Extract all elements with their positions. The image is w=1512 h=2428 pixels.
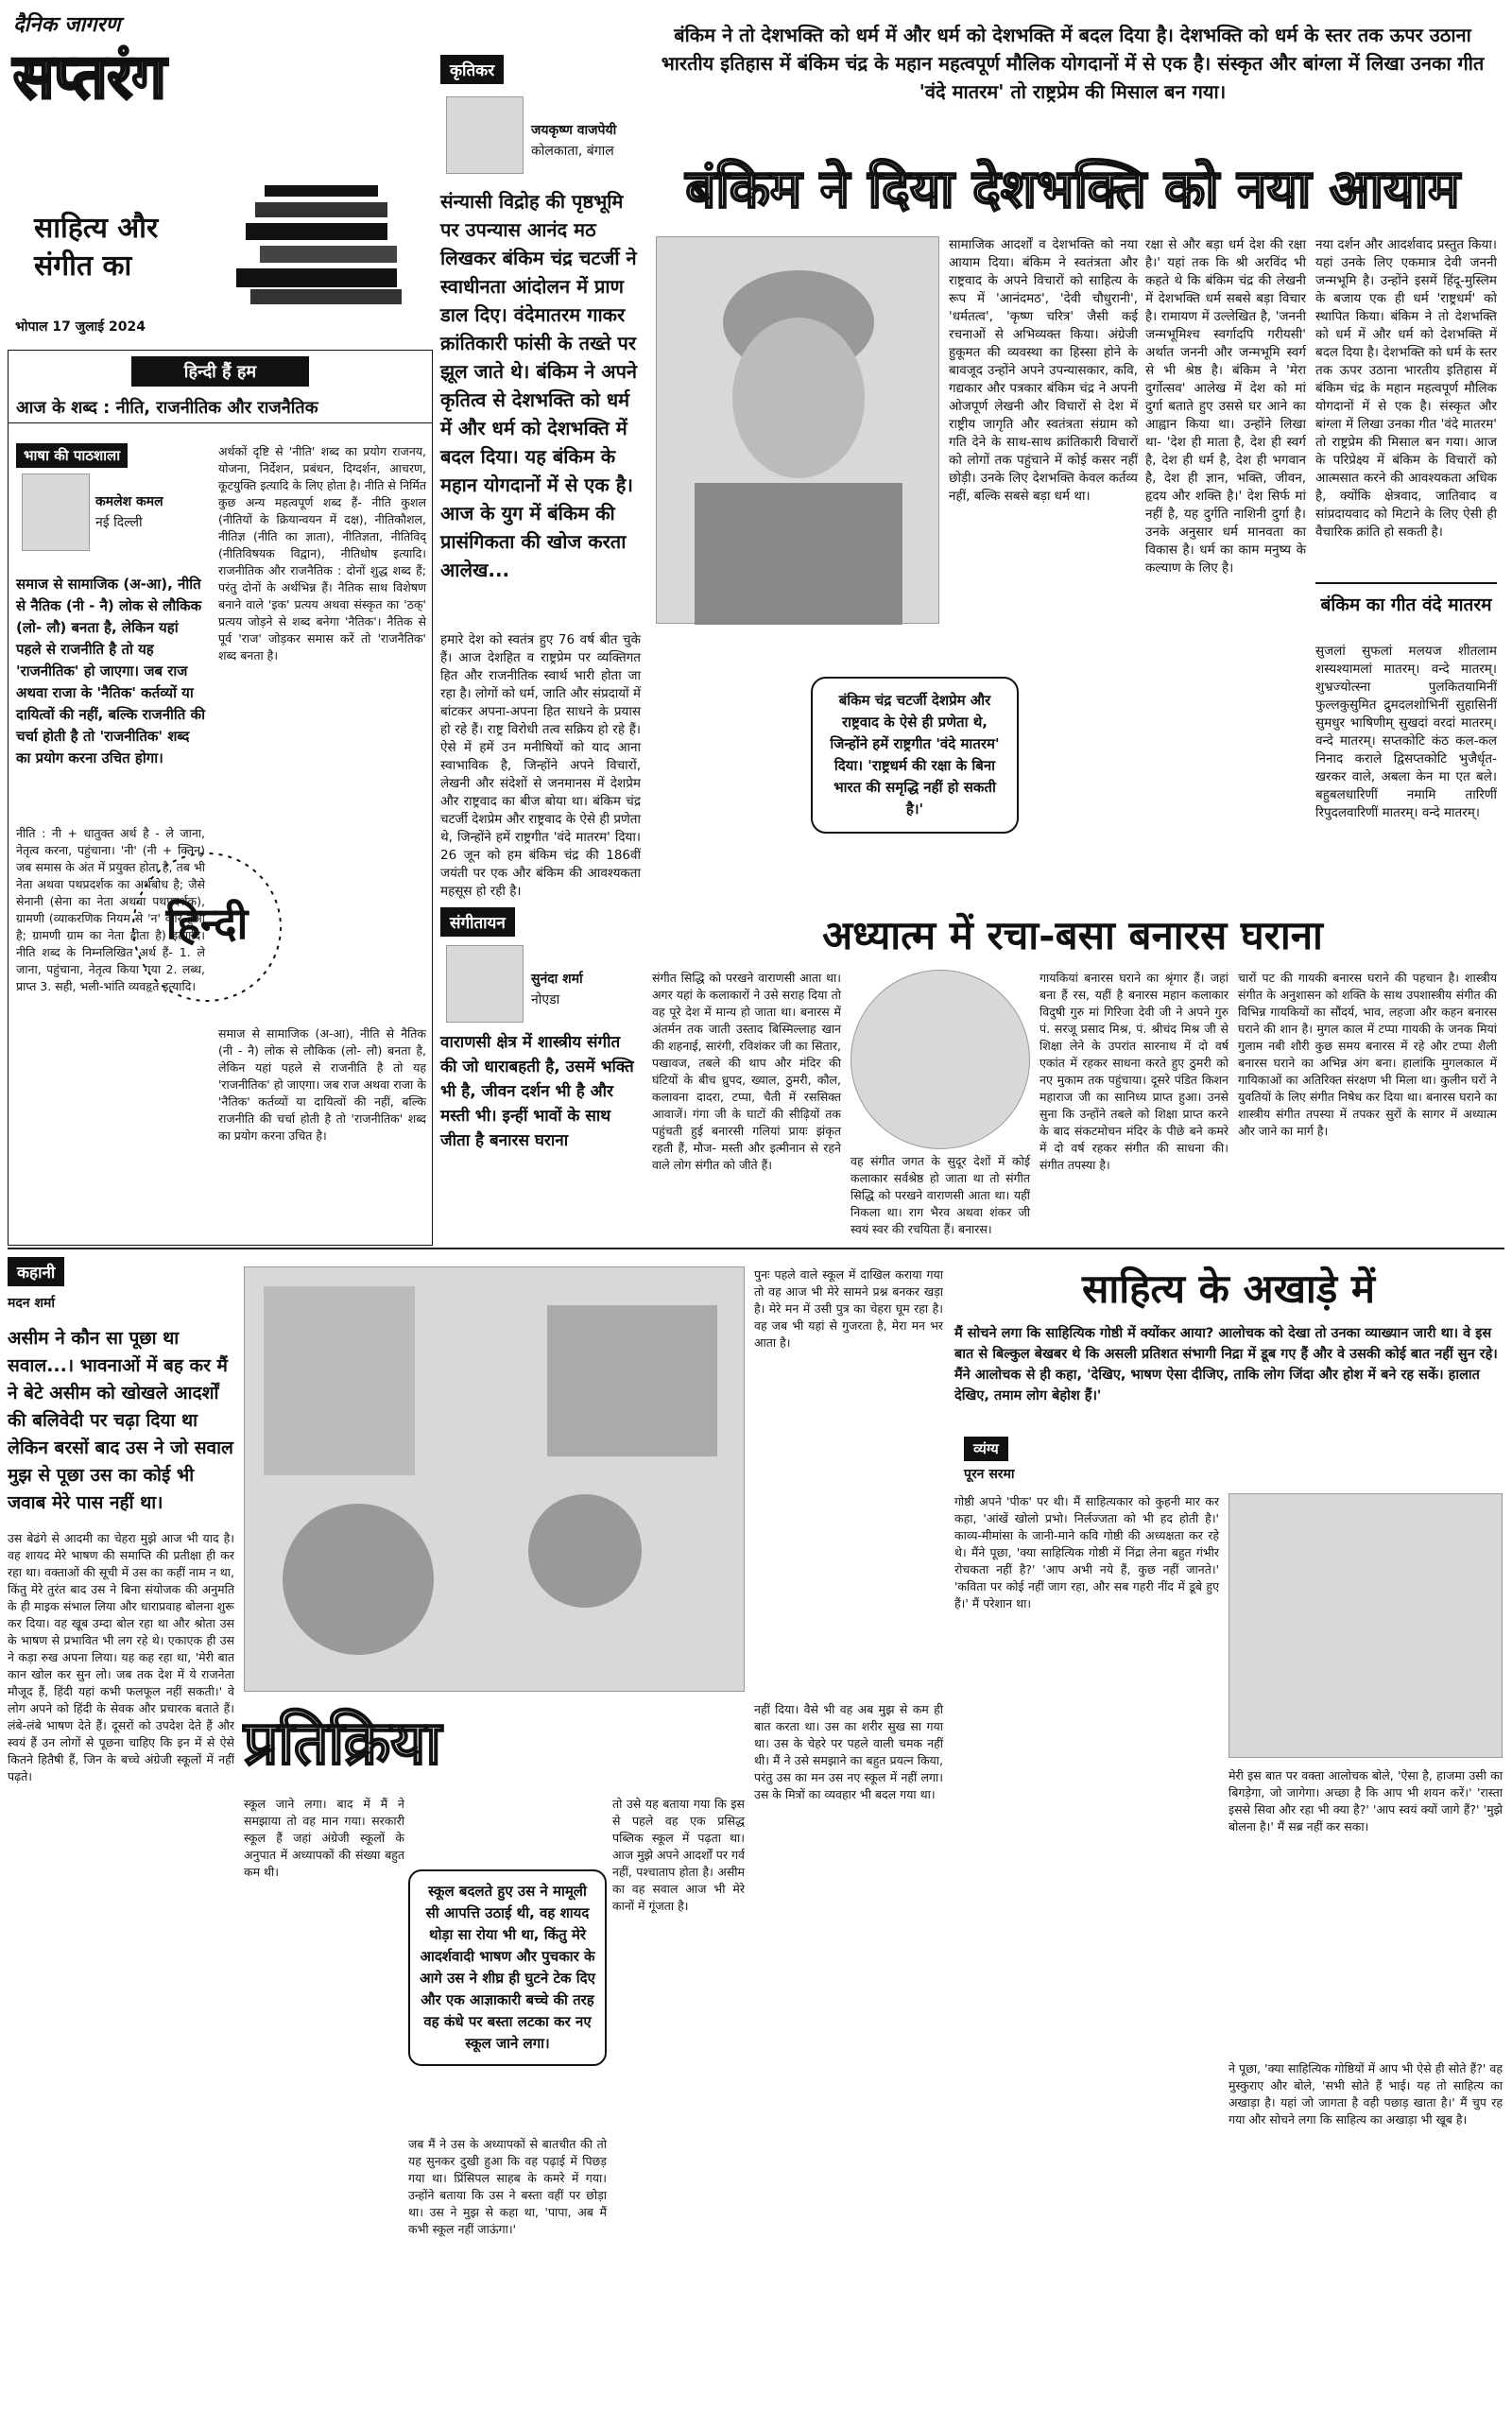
hindi-body3: समाज से सामाजिक (अ-आ), नीति से नैतिक (नी - नै) लोक से लौकिक (लो- लौ) बनता है, लेकिन यहां पहले से राजनीति है तो यह 'राजनीतिक' हो जाएगा। जब राज अथवा राजा के 'नैतिक' कर्तव्यों या दायित्वों की नहीं, बल्कि राजनीति की चर्चा होती है तो 'राजनीतिक' शब्द का प्रयोग करना उचित है। <box>218 1026 426 1143</box>
kahani-box <box>8 1257 234 2419</box>
hindi-word-art <box>122 842 292 1012</box>
song-title: बंकिम का गीत वंदे मातरम <box>1315 582 1497 616</box>
bankim-headline: बंकिम ने दिया देशभक्ति को नया आयाम <box>685 158 1460 220</box>
kahani-author: मदन शर्मा <box>8 1296 55 1311</box>
hindi-subhead: आज के शब्द : नीति, राजनीतिक और राजनैतिक <box>9 392 432 423</box>
hindi-body1: नीति : नी + धातुक्त अर्थ है - ले जाना, नेतृत्व करना, पहुंचाना। 'नी' (नी + क्तिन्) जब समास के अंत में प्रयुक्त होता है, तब भी नेता अथवा पथप्रदर्शक का अर्थबोध है; जैसे सेनानी (सेना का नेता अथवा पथप्रदर्शक), ग्रामणी (व्याकरणिक नियम से 'न' कार हुआ है; ग्रामणी ग्राम का नेता होता है) इत्यादि। नीति शब्द के निम्नलिखित अर्थ हैं- 1. ले जाना, पहुंचाना, नेतृत्व किया गया 2. लब्ध, प्राप्त 3. सही, भली-भांति व्यवहृत इत्यादि। <box>16 826 205 993</box>
hindi-lead: समाज से सामाजिक (अ-आ), नीति से नैतिक (नी - नै) लोक से लौकिक (लो- लौ) बनता है, लेकिन यहां पहले से राजनीति है तो यह 'राजनीतिक' हो जाएगा। जब राज अथवा राजा के 'नैतिक' कर्तव्यों या दायित्वों की नहीं, बल्कि राजनीति की चर्चा होती है तो 'राजनीतिक' शब्द का प्रयोग करना उचित होगा। <box>16 576 205 766</box>
song-lyrics: सुजलां सुफलां मलयज शीतलाम शस्यश्यामलां मातरम्। वन्दे मातरम्। शुभ्रज्योत्स्ना पुलकितयामिनीं फुल्लकुसुमित द्रुमदलशोभिनीं सुहासिनीं सुमधुर भाषिणीम् सुखदां वरदां मातरम्। वन्दे मातरम्। सप्तकोटि कंठ कल-कल निनाद कराले द्विसप्तकोटि भुजैर्धृत-खरकर वाले, अबला केन मा एत बले। बहुबलधारिणीं नमामि तारिणीं रिपुदलवारिणीं मातरम्। वन्दे मातरम्। <box>1315 644 1497 820</box>
bankim-col2: सामाजिक आदर्शों व देशभक्ति को नया आयाम दिया। बंकिम ने स्वतंत्रता और राष्ट्रवाद के अपने विचारों को साहित्य के रूप में 'आनंदमठ', 'देवी चौधुरानी', 'धर्मतत्व', 'कृष्ण चरित्र' जैसी कई रचनाओं से अभिव्यक्त किया। अंग्रेजी हुकूमत की व्यवस्था का हिस्सा होने के बावजूद उन्होंने अपने उपन्यासकार, कवि, गद्यकार और पत्रकार बंकिम चंद्र ने अपनी ओजपूर्ण लेखनी और विचारों से देश में राष्ट्रीय जागृति और स्वतंत्रता संग्राम को गति देने के साथ-साथ क्रांतिकारी विचारों को लोगों तक पहुंचाने में कोई कसर नहीं छोड़ी। उनके लिए देशभक्ति केवल कर्तव्य नहीं, बल्कि सबसे बड़ा धर्म था। <box>949 237 1138 504</box>
sahitya-col2: मेरी इस बात पर वक्ता आलोचक बोले, 'ऐसा है, हाजमा उसी का बिगड़ेगा, जो जागेगा। अच्छा है कि आप भी शयन करें।' 'रास्ता इससे सिवा और रहा भी क्या है?' 'आप स्वयं क्यों जागे हैं?' 'मुझे बोलना है।' मैं सब्र नहीं कर सका। <box>1228 1768 1503 1834</box>
sangeet-label: संगीतायन <box>440 907 515 937</box>
hindi-author-name: कमलेश कमल <box>95 494 163 509</box>
sahitya-illustration <box>1228 1493 1503 1758</box>
kahani-col4: स्कूल जाने लगा। बाद में मैं ने समझाया तो वह मान गया। सरकारी स्कूल हैं जहां अंग्रेजी स्कूलों के अनुपात में अध्यापकों की संख्या बहुत कम थी। <box>244 1797 404 1879</box>
hindi-author-photo <box>22 474 90 551</box>
kritikar-box <box>440 55 641 898</box>
sahitya-headline: साहित्य के अखाड़े में <box>1081 1266 1376 1312</box>
paper-name: दैनिक जागरण <box>13 13 121 37</box>
kahani-quote: स्कूल बदलते हुए उस ने मामूली सी आपत्ति उठाई थी, वह शायद थोड़ा सा रोया भी था, किंतु मेरे आदर्शवादी भाषण और पुचकार के आगे उस ने शीघ्र ही घुटने टेक दिए और एक आज्ञाकारी बच्चे की तरह वह कंधे पर बस्ता लटका कर नए स्कूल जाने लगा। <box>408 1869 607 2066</box>
dateline: भोपाल 17 जुलाई 2024 <box>15 319 146 335</box>
sangeet-box <box>440 907 641 1219</box>
kahani-label: कहानी <box>8 1257 64 1286</box>
kahani-col1: उस बेढंगे से आदमी का चेहरा मुझे आज भी याद है। वह शायद मेरे भाषण की समाप्ति की प्रतीक्षा ही कर रहा था। वक्ताओं की सूची में उस का कहीं नाम न था, किंतु मेरे तुरंत बाद उस ने बिना संयोजक की अनुमति के ही माइक संभाल लिया और धाराप्रवाह बोलना शुरू कर दिया। वह खूब उम्दा बोल रहा था और श्रोता उस के भाषण से प्रभावित भी लग रहे थे। एकाएक ही उस ने कड़ा रुख अपना लिया। यह कह रहा था, 'मेरी बात कान खोल कर सुन लो। जब तक देश में ये राजनेता मौजूद हैं, हिंदी यहां कभी फलफूल नहीं सकती।' वे लोग अपने को हिंदी के सेवक और प्रचारक बताते हैं। लंबे-लंबे भाषण देते हैं। दूसरों को उपदेश देते हैं और स्वयं हैं उन लोगों से पूछना चाहिए कि इन में से ऐसे कितने हितैषी हैं, जिन के बच्चे अंग्रेजी स्कूलों में नहीं पढ़ते। <box>8 1531 234 1783</box>
bankim-quote: बंकिम चंद्र चटर्जी देशप्रेम और राष्ट्रवाद के ऐसे ही प्रणेता थे, जिन्होंने हमें राष्ट्रगीत 'वंदे मातरम' दिया। 'राष्ट्रधर्म की रक्षा के बिना भारत की समृद्धि नहीं हो सकती है।' <box>811 677 1019 834</box>
kahani-illustration <box>244 1266 745 1692</box>
bankim-col1: हमारे देश को स्वतंत्र हुए 76 वर्ष बीत चुके हैं। आज देशहित व राष्ट्रप्रेम पर व्यक्तिगत हित और राजनीतिक स्वार्थ भारी होता जा रहा है। लोगों को धर्म, जाति और संप्रदायों में बांटकर अपना-अपना हित साधने के प्रयास हो रहे हैं। राष्ट्र विरोधी तत्व सक्रिय हो रहे हैं। ऐसे में हमें उन मनीषियों को याद आना स्वाभाविक है, जिन्होंने अपने विचारों, लेखनी और संदेशों से जनमानस में देशप्रेम और राष्ट्रवाद का बीज बोया था। बंकिम चंद्र चटर्जी देशप्रेम और राष्ट्रवाद के ऐसे ही प्रणेता थे, जिन्होंने हमें राष्ट्रगीत 'वंदे मातरम' दिया। 26 जून को हम बंकिम चंद्र की 186वीं जयंती पर एक और बंकिम की आवश्यकता महसूस हो रही है। <box>440 632 641 899</box>
kahani-col5: जब मैं ने उस के अध्यापकों से बातचीत की तो यह सुनकर दुखी हुआ कि वह पढ़ाई में पिछड़ गया था। प्रिंसिपल साहब के कमरे में गया। उन्होंने बताया कि उस ने बस्ता वहीं पर छोड़ा था। उस ने मुझ से कहा था, 'पापा, अब मैं कभी स्कूल नहीं जाऊंगा।' <box>408 2137 607 2236</box>
kahani-lead: असीम ने कौन सा पूछा था सवाल...। भावनाओं में बह कर मैं ने बेटे असीम को खोखले आदर्शों की बलिवेदी पर चढ़ा दिया था लेकिन बरसों बाद उस ने जो सवाल मुझ से पूछा उस का कोई भी जवाब मेरे पास नहीं था। <box>8 1328 233 1513</box>
kahani-col6: तो उसे यह बताया गया कि इस से पहले वह एक प्रसिद्ध पब्लिक स्कूल में पढ़ता था। आज मुझे अपने आदर्शों पर गर्व नहीं, पश्चाताप होता है। असीम का वह सवाल आज भी मेरे कानों में गूंजता है। <box>612 1797 745 1913</box>
masthead <box>0 0 433 342</box>
books-illustration <box>227 176 416 308</box>
sahitya-col3: ने पूछा, 'क्या साहित्यिक गोष्ठियों में आप भी ऐसे ही सोते हैं?' वह मुस्कुराए और बोले, 'सभी सोते हैं भाई। यह तो साहित्य का अखाड़ा है। यहां जो जागता है वही पछाड़ खाता है।' मैं चुप रह गया और सोचने लगा कि साहित्य का अखाड़ा भी खूब है। <box>1228 2061 1503 2127</box>
sangeet-col1: संगीत सिद्धि को परखने वाराणसी आता था। अगर यहां के कलाकारों ने उसे सराह दिया तो वह पूरे देश में मान्य हो जाता था। बनारस में अंतर्मन तक जाती उस्ताद बिस्मिल्लाह खान की शहनाई, सारंगी, रविशंकर जी का सितार, पखावज, तबले की थाप और मंदिर की घंटियों के बीच ध्रुपद, ख्याल, ठुमरी, कौल, कलावना दादरा, टप्पा, चैती में रससिक्त आवाजें। गंगा जी के घाटों की सीढ़ियों तक पहुंचती हुई बनारसी गलियां प्रायः झंकृत रहती हैं, मौज- मस्ती और इत्मीनान से रहने वाले लोग संगीत को जीते हैं। <box>652 971 841 1172</box>
sahitya-author: पूरन सरमा <box>964 1467 1015 1482</box>
bankim-portrait <box>656 236 939 624</box>
kahani-col2: पुनः पहले वाले स्कूल में दाखिल कराया गया तो वह आज भी मेरे सामने प्रश्न बनकर खड़ा है। मेरे मन में उसी पुत्र का चेहरा घूम रहा है। वह जब भी यहां से गुजरता है, मेरा मन भर आता है। <box>754 1267 943 1350</box>
sahitya-col1: गोष्ठी अपने 'पीक' पर थी। मैं साहित्यकार को कुहनी मार कर कहा, 'आंखें खोलो प्रभो। निर्लज्जता को भी हद होती है।' काव्य-मीमांसा के जानी-माने कवि गोष्ठी की अध्यक्षता कर रहे थे। मैंने पूछा, 'क्या साहित्यिक गोष्ठी में निंद्रा लेना बहुत गंभीर रोचकता नहीं है?' 'आप अभी नये हैं, कुछ नहीं जानते।' 'कविता पर कोई नहीं जाग रहा, और सब गहरी नींद में डूबे हुए हैं।' मैं परेशान था। <box>954 1494 1219 1610</box>
hindi-box-title: हिन्दी हैं हम <box>131 356 309 387</box>
sangeet-author-place: नोएडा <box>531 992 560 1007</box>
sangeet-headline: अध्यात्म में रचा-बसा बनारस घराना <box>822 912 1323 958</box>
author-place: कोलकाता, बंगाल <box>531 144 614 159</box>
author-photo <box>446 96 524 174</box>
bankim-intro: बंकिम ने तो देशभक्ति को धर्म में और धर्म को देशभक्ति में बदल दिया है। देशभक्ति को धर्म के स्तर तक ऊपर उठाना भारतीय इतिहास में बंकिम चंद्र के महान महत्वपूर्ण मौलिक योगदानों में से एक है। संस्कृत और बांग्ला में लिखा उनका गीत 'वंदे मातरम' तो राष्ट्रप्रेम की मिसाल बन गया। <box>661 24 1485 103</box>
vyang-label: व्यंग्य <box>964 1437 1008 1461</box>
sangeet-lead: वाराणसी क्षेत्र में शास्त्रीय संगीत की जो धाराबहती है, उसमें भक्ति भी है, जीवन दर्शन भी है और मस्ती भी। इन्हीं भावों के साथ जीता है बनारस घराना <box>440 1033 634 1150</box>
banaras-illustration <box>850 970 1030 1149</box>
sangeet-author-photo <box>446 945 524 1023</box>
sangeet-col3: गायकियां बनारस घराने का श्रृंगार हैं। जहां बना हैं रस, यहीं है बनारस महान कलाकार विदुषी गुरु मां गिरिजा देवी जी ने अपने गुरु पं. सरजू प्रसाद मिश्र, पं. श्रीचंद मिश्र जी से शिक्षा लेने के उपरांत सारनाथ में दो वर्ष एकांत में रहकर साधना करते हुए ठुमरी को नए मुकाम तक पहुंचाया। दूसरे पंडित किशन महाराज जी का सानिध्य प्राप्त हुआ। उनसे सुना कि उन्होंने तबले को शिक्षा प्राप्त करने के बाद संकटमोचन मंदिर के पीछे बने कमरे में दो वर्ष रहकर संगीत की साधना की। संगीत तपस्या है। <box>1040 971 1228 1172</box>
tagline: साहित्य और संगीत का <box>34 212 159 283</box>
sangeet-col2: वह संगीत जगत के सुदूर देशों में कोई कलाकार सर्वश्रेष्ठ हो जाता था तो संगीत सिद्धि को परखने वाराणसी आता था। यहीं निकला था। राग भैरव अथवा शंकर जी स्वयं स्वर की रचयिता हैं। बनारस। <box>850 1154 1030 1236</box>
bankim-col4: नया दर्शन और आदर्शवाद प्रस्तुत किया। यहां उनके लिए एकमात्र देवी जननी जन्मभूमि है। उन्होंने इसमें हिंदू-मुस्लिम के बजाय एक ही धर्म 'राष्ट्रधर्म' को स्थापित किया। बंकिम ने तो देशभक्ति को धर्म में और धर्म को देशभक्ति में बदल दिया है। देशभक्ति को धर्म के स्तर तक ऊपर उठाना भारतीय इतिहास में बंकिम चंद्र के महान महत्वपूर्ण मौलिक योगदानों में से एक है। संस्कृत और बांग्ला में लिखा उनका गीत 'वंदे मातरम' तो राष्ट्रप्रेम की मिसाल बन गया। आज के परिप्रेक्ष्य में बंकिम के विचारों को आत्मसात करने की आवश्यकता अधिक है, क्योंकि क्षेत्रवाद, जातिवाद व सांप्रदायवाद को मिटाने के लिए ऐसी ही वैचारिक क्रांति हो सकती है। <box>1315 237 1497 540</box>
section-logo: सप्तरंग <box>13 42 166 112</box>
sangeet-col4: चारों पट की गायकी बनारस घराने की पहचान है। शास्त्रीय संगीत के अनुशासन को शक्ति के साथ उपशास्त्रीय संगीत की विभिन्न गायकियों का सौंदर्य, भाव, लहजा और कहन बनारस घराने की शान है। मुगल काल में टप्पा गायकी के जनक मियां गुलाम नबी शौरी कुछ समय बनारस में रहे और टप्पा शैली बनारस घराने का अभिन्न अंग बना। हालांकि मुगलकाल में गायिकाओं का अतिरिक्त संरक्षण भी मिला था। कुलीन घरों ने युवतियों के लिए संगीत निषेध कर दिया था। बनारस घराने का शास्त्रीय संगीत तपस्या में तपकर सुरों के सागर में अध्यात्म और जाने का मार्ग है। <box>1238 971 1497 1138</box>
author-name: जयकृष्ण वाजपेयी <box>531 123 617 138</box>
kritikar-label: कृतिकर <box>440 55 504 84</box>
hindi-art-text: हिन्दी <box>165 898 249 949</box>
section-divider <box>8 1248 1504 1249</box>
bankim-lead: संन्यासी विद्रोह की पृष्ठभूमि पर उपन्यास आनंद मठ लिखकर बंकिम चंद्र चटर्जी ने स्वाधीनता आंदोलन में प्राण डाल दिए। वंदेमातरम गाकर क्रांतिकारी फांसी के तख्ते पर झूल जाते थे। बंकिम ने अपने कृतित्व से देशभक्ति को धर्म में और धर्म को देशभक्ति में बदल दिया। यह बंकिम के महान योगदानों में से एक है। आज के युग में बंकिम की प्रासंगिकता की खोज करता आलेख... <box>440 190 638 581</box>
sahitya-intro: मैं सोचने लगा कि साहित्यिक गोष्ठी में क्योंकर आया? आलोचक को देखा तो उनका व्याख्यान जारी था। वे इस बात से बिल्कुल बेखबर थे कि असली प्रतिशत संभागी निद्रा में डूब गए हैं और वे उसकी कोई बात नहीं सुन रहे। मैंने आलोचक से ही कहा, 'देखिए, भाषण ऐसा दीजिए, ताकि लोग जिंदा और होश में बने रह सकें। हालात देखिए, तमाम लोग बेहोश हैं।' <box>954 1326 1498 1403</box>
sangeet-author-name: सुनंदा शर्मा <box>531 972 583 987</box>
kahani-col3: नहीं दिया। वैसे भी वह अब मुझ से कम ही बात करता था। उस का शरीर सुख सा गया था। उस के चेहरे पर पहले वाली चमक नहीं थी। मैं ने उसे समझाने का बहुत प्रयत्न किया, परंतु उस का मन उस नए स्कूल में नहीं लगा। उस के मित्रों का व्यवहार भी बदल गया था। <box>754 1702 943 1801</box>
pratikriya-heading: प्रतिक्रिया <box>244 1708 441 1779</box>
hindi-body2: अर्थकों दृष्टि से 'नीति' शब्द का प्रयोग राजनय, योजना, निर्देशन, प्रबंधन, दिग्दर्शन, आचरण, कूटयुक्ति इत्यादि के लिए होता है। नीति से निर्मित कुछ अन्य महत्वपूर्ण शब्द हैं- नीति कुशल (नीतियों के क्रियान्वयन में दक्ष), नीतिकौशल, नीतिज्ञ (नीति का ज्ञाता), नीतिज्ञता, नीतिविद् (नीतिविषयक विद्वान), नीतिधोष इत्यादि। राजनीतिक और राजनैतिक : दोनों शुद्ध शब्द हैं; परंतु दोनों के अर्थभिन्न हैं। नैतिक साथ विशेषण बनाने वाले 'इक' प्रत्यय अथवा संस्कृत का 'ठक्' प्रत्यय जोड़ने से शब्द बनेगा 'नैतिक'। नैतिक से पूर्व 'राज' जोड़कर समास करें तो 'राजनैतिक' शब्द बनता है। <box>218 444 426 663</box>
bankim-col3: रक्षा से और बड़ा धर्म देश की रक्षा है।' यहां तक कि श्री अरविंद भी कहते थे कि बंकिम चंद्र की लेखनी में देशभक्ति धर्म सबसे बड़ा विचार है। रामायण में उल्लेखित है, 'जननी जन्मभूमिश्च स्वर्गादपि गरीयसी' अर्थात जननी और जन्मभूमि स्वर्ग से भी श्रेष्ठ है। बंकिम ने 'मेरा दुर्गोत्सव' आलेख में देश को मां दुर्गा बताते हुए उससे घर आने का आह्वान किया था। उन्होंने लिखा था- 'देश ही माता है, देश ही स्वर्ग है, देश ही धर्म है, देश ही भगवान है, देश ही ज्ञान, भक्ति, जीवन, हृदय और शक्ति है।' देश सिर्फ मां नहीं है, यह दुर्गति नाशिनी दुर्गा है। उनके अनुसार धर्म मानवता का विकास है। धर्म का काम मनुष्य के कल्याण के लिए है। <box>1145 237 1306 576</box>
hindi-author-place: नई दिल्ली <box>95 515 143 530</box>
hindi-box <box>8 350 433 1246</box>
school-label: भाषा की पाठशाला <box>16 443 128 468</box>
